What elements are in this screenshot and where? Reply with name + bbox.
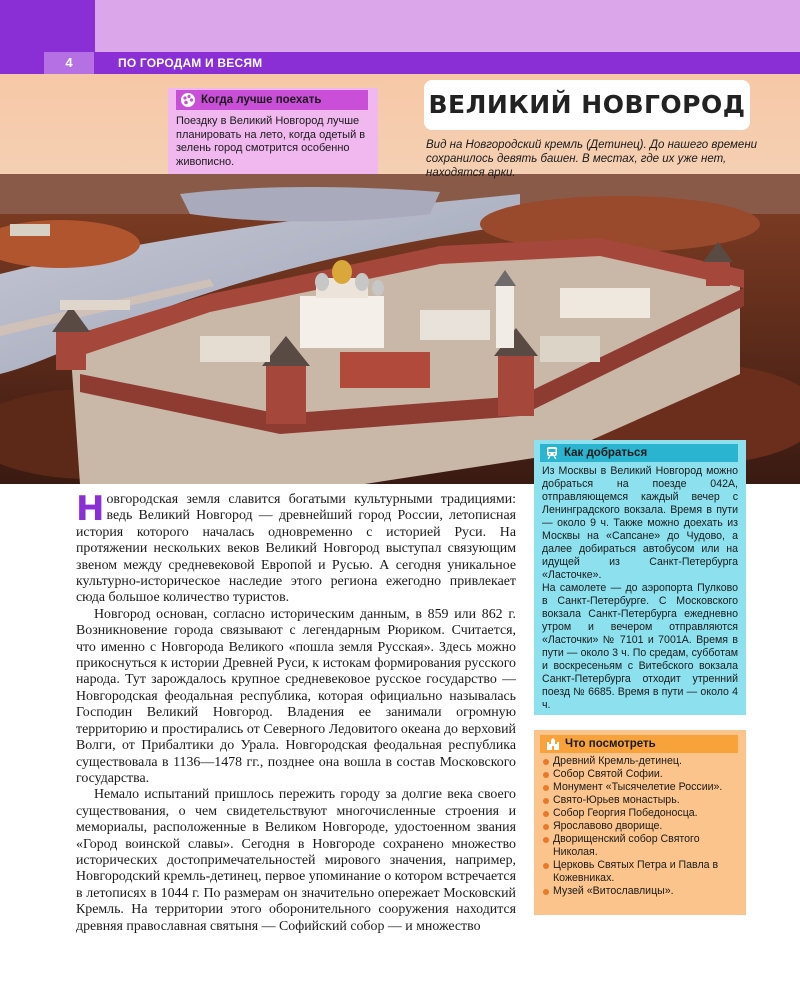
- what-to-see-header: [540, 735, 738, 753]
- kremlin-photo: [0, 74, 800, 484]
- list-item: Древний Кремль-детинец.: [542, 755, 742, 768]
- palette-icon: [180, 92, 196, 108]
- how-to-get-paragraph: На самолете — до аэропорта Пулково в Санкт-Петербурге. С Московского вокзала Санкт-Петербурга ежедневно утром и вечером отправляются «Ласточки» № 7101 и 7001А. Время в пути — около 3 ч. По средам, субботам и воскресеньям с Витебского вокзала Санкт-Петербурга отходит утренний поезд № 6685. Время в пути — около 4 ч.: [542, 582, 738, 711]
- when-to-go-title: Когда лучше поехать: [201, 94, 322, 106]
- what-to-see-title: Что посмотреть: [565, 738, 656, 750]
- when-to-go-header: [176, 90, 368, 110]
- article-paragraph: [76, 489, 516, 607]
- train-icon: [545, 446, 559, 460]
- city-title: ВЕЛИКИЙ НОВГОРОД: [424, 80, 750, 130]
- what-to-see-box: [534, 730, 746, 915]
- list-item: Собор Святой Софии.: [542, 768, 742, 781]
- article-body: [76, 489, 516, 935]
- how-to-get-title: Как добраться: [564, 447, 648, 459]
- header-band: [0, 0, 800, 52]
- how-to-get-header: [540, 444, 738, 462]
- castle-icon: [546, 737, 560, 751]
- list-item: Дворищенский собор Святого Николая.: [542, 833, 742, 859]
- page-number: 4: [44, 52, 94, 74]
- list-item: Музей «Витославлицы».: [542, 885, 742, 898]
- header-corner-block: [0, 0, 95, 52]
- article-paragraph: Немало испытаний пришлось пережить городу за долгие века своего существования, о чем свидетельствуют многочисленные строения и мемориалы, расположенные в Великом Новгороде, удостоенном звания «Город воинской славы». Сегодня в Новгороде сохранено множество исторических достопримечательностей мирового значения, например, Новгородский кремль-детинец, первое упоминание о котором встречается в летописях в 1044 г. По размерам он значительно опережает Московский Кремль. На территории этого оборонительного сооружения находится древняя православная святыня — Софийский собор — и множество: [76, 787, 516, 934]
- when-to-go-box: [168, 88, 378, 174]
- how-to-get-text: [542, 465, 738, 712]
- list-item: Свято-Юрьев монастырь.: [542, 794, 742, 807]
- article-paragraph-text: овгородская земля славится богатыми культурными традициями: ведь Великий Новгород — древнейший город России, летописная история которого началась одновременно с историей Руси. На протяжении нескольких веков Великий Новгород выступал связующим звеном между средневековой Европой и Русью. А сегодня уникальное культурно-историческое наследие этого региона ежегодно привлекает сюда большое количество туристов.: [76, 492, 516, 606]
- list-item: Собор Георгия Победоносца.: [542, 807, 742, 820]
- how-to-get-paragraph: Из Москвы в Великий Новгород можно добраться на поезде 042А, отправляющемся каждый вечер с Ленинградского вокзала. Время в пути — около 9 ч. Также можно доехать из Москвы на «Сапсане» до Чудово, а далее добираться автобусом или на идущей из Санкт-Петербурга «Ласточке».: [542, 465, 738, 581]
- what-to-see-list: [542, 755, 742, 898]
- photo-caption: Вид на Новгородский кремль (Детинец). До нашего времени сохранилось девять башен. В местах, где их уже нет, находятся арки.: [426, 139, 758, 179]
- when-to-go-text: Поездку в Великий Новгород лучше планировать на лето, когда одетый в зелень город смотрится особенно живописно.: [176, 115, 366, 168]
- kremlin-illustration: [0, 74, 800, 484]
- how-to-get-box: [534, 440, 746, 715]
- list-item: Церковь Святых Петра и Павла в Кожевниках.: [542, 859, 742, 885]
- list-item: Монумент «Тысячелетие России».: [542, 781, 742, 794]
- list-item: Ярославово дворище.: [542, 820, 742, 833]
- article-dropcap: Н: [76, 489, 105, 529]
- section-title: ПО ГОРОДАМ И ВЕСЯМ: [118, 56, 263, 70]
- article-paragraph: Новгород основан, согласно историческим данным, в 859 или 862 г. Возникновение города связывают с легендарным Рюриком. Считается, что именно с Новгорода Великого «пошла земля Русская». Здесь можно прикоснуться к истории Древней Руси, к истокам формирования русского народа. Тут зарождалось крупное средневековое русское государство — Новгородская феодальная республика, которая официально называлась Господин Великий Новгород. Владения ее занимали огромную территорию и простирались от Северного Ледовитого океана до верховий Волги, от Прибалтики до Урала. Новгородская феодальная республика существовала в 1136—1478 гг., позднее она вошла в состав Московского государства.: [76, 606, 516, 786]
